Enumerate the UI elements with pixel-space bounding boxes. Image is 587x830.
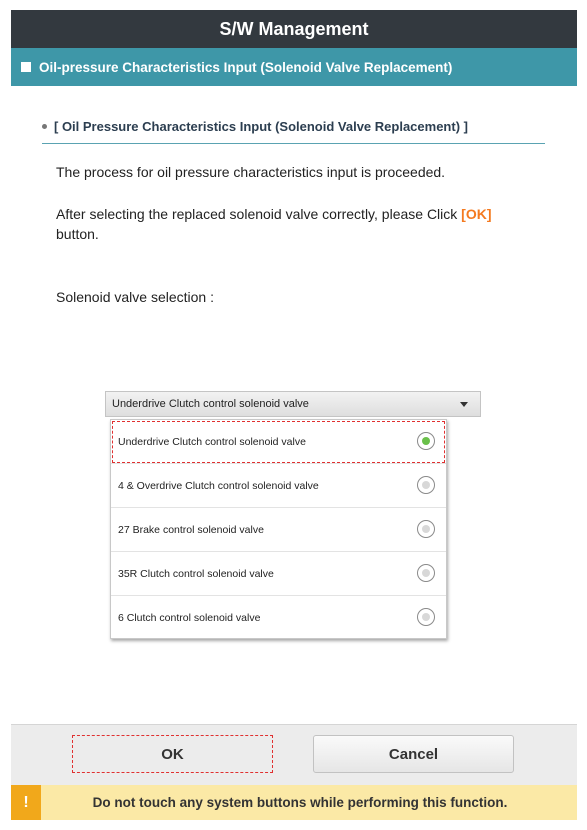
valve-option-label: 35R Clutch control solenoid valve <box>118 567 274 580</box>
solenoid-valve-dropdown[interactable] <box>105 391 481 417</box>
subheader-bar <box>11 48 577 86</box>
radio-unselected-icon[interactable] <box>417 476 435 494</box>
radio-unselected-icon[interactable] <box>417 608 435 626</box>
window-title: S/W Management <box>11 10 577 48</box>
valve-option-label: 4 & Overdrive Clutch control solenoid valve <box>118 479 319 492</box>
warning-icon: ! <box>11 785 41 820</box>
ok-highlight: [OK] <box>461 206 492 222</box>
solenoid-valve-list <box>110 419 447 639</box>
warning-banner <box>11 785 577 820</box>
valve-option-4-overdrive[interactable] <box>111 464 446 508</box>
ok-button[interactable]: OK <box>72 735 273 773</box>
radio-selected-icon[interactable] <box>417 432 435 450</box>
subheader-title: Oil-pressure Characteristics Input (Solenoid Valve Replacement) <box>39 59 453 75</box>
valve-option-label: Underdrive Clutch control solenoid valve <box>118 435 306 448</box>
instruction-line-1: The process for oil pressure characteristics input is proceeded. <box>56 164 446 180</box>
valve-option-label: 6 Clutch control solenoid valve <box>118 612 261 624</box>
square-bullet-icon <box>21 62 31 72</box>
valve-option-35r-clutch[interactable] <box>111 552 446 596</box>
radio-unselected-icon[interactable] <box>417 564 435 582</box>
valve-option-27-brake[interactable] <box>111 508 446 552</box>
warning-message: Do not touch any system buttons while performing this function. <box>92 795 508 810</box>
instruction-text-before: After selecting the replaced solenoid valve correctly, please Click <box>56 206 462 222</box>
valve-option-6-clutch[interactable] <box>111 596 446 640</box>
instruction-line-2 <box>56 204 536 244</box>
section-title-text: [ Oil Pressure Characteristics Input (Solenoid Valve Replacement) ] <box>54 119 468 134</box>
valve-option-underdrive[interactable] <box>111 420 446 464</box>
valve-option-label: 27 Brake control solenoid valve <box>118 523 264 536</box>
section-title <box>42 119 545 144</box>
instruction-text-after: button. <box>56 226 99 242</box>
selection-label: Solenoid valve selection : <box>56 289 214 305</box>
radio-unselected-icon[interactable] <box>417 520 435 538</box>
dropdown-arrow-icon <box>460 402 468 407</box>
dropdown-selected-value: Underdrive Clutch control solenoid valve <box>112 398 309 410</box>
dot-bullet-icon <box>42 124 47 129</box>
cancel-button[interactable]: Cancel <box>313 735 514 773</box>
